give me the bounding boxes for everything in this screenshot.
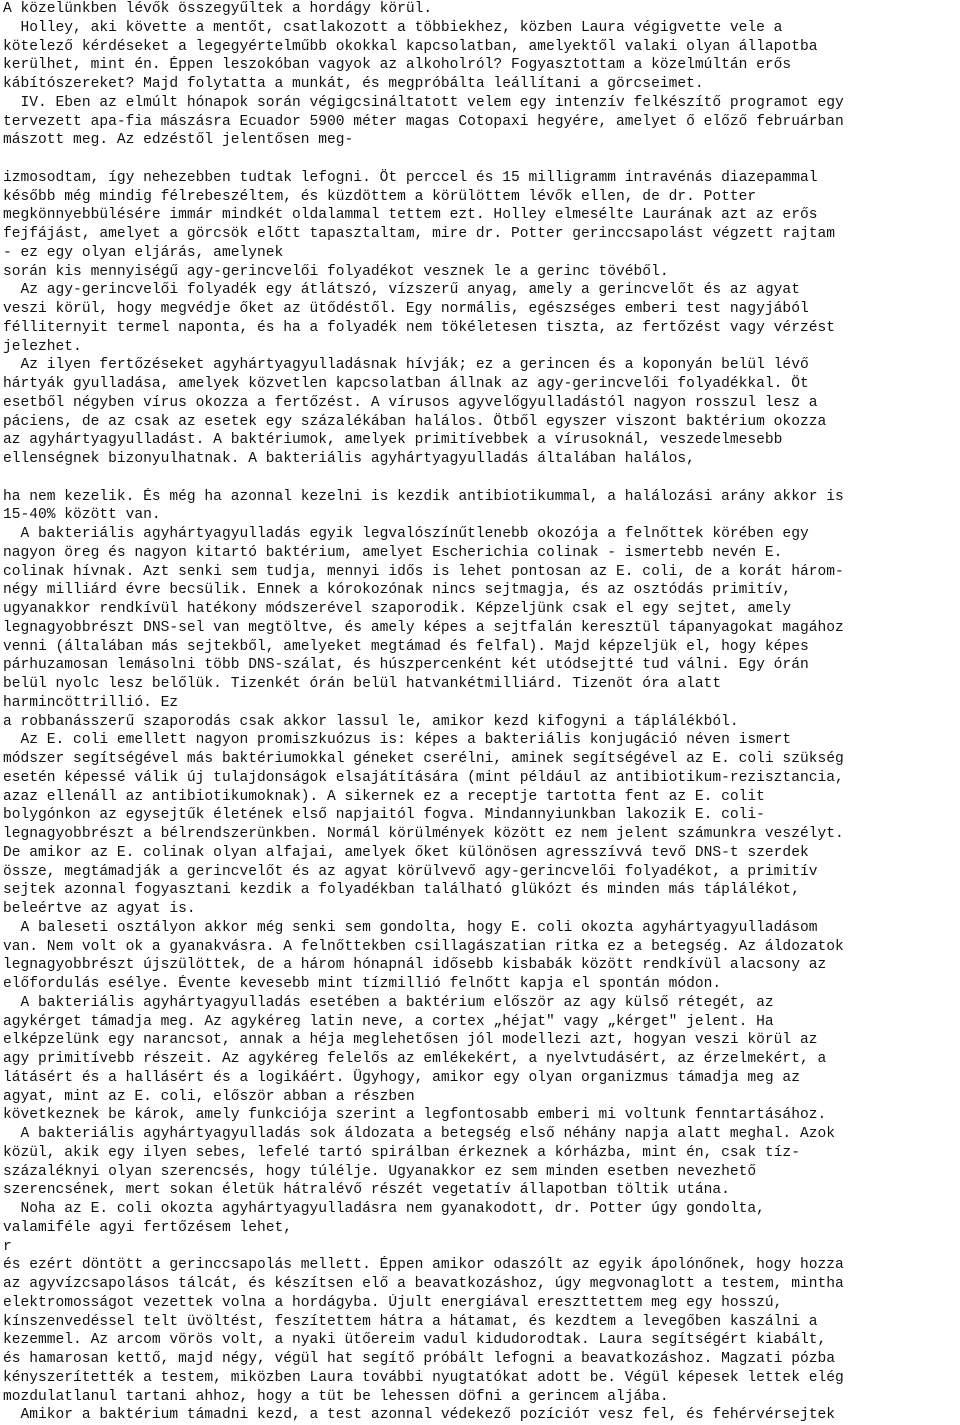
- text-line: kínszenvedéssel telt üvöltést, feszítettem hátra a hátamat, és kezdtem a levegőben kaszálni a: [3, 1313, 818, 1330]
- paragraph-gap: [3, 469, 958, 488]
- text-line: az agyhártyagyulladást. A baktériumok, amelyek primitívebbek a vírusoknál, veszedelmesebb: [3, 432, 783, 449]
- text-line: harmincöttrillió. Ez: [3, 694, 179, 711]
- text-line: belül nyolc lesz belőlük. Tizenkét órán belül hatvankétmilliárd. Tizenöt óra alatt: [3, 676, 722, 692]
- text-line: mászott meg. Az edzéstől jelentősen meg-: [3, 132, 354, 149]
- text-line: agy primitívebb részeit. Az agykéreg felelős az emlékekért, a nyelvtudásért, az érzelmekért, a: [3, 1051, 827, 1067]
- text-line: hártyák gyulladása, amelyek közvetlen kapcsolatban állnak az agy-gerincvelői folyadékkal. Öt: [3, 376, 809, 392]
- text-line: mozdulatlanul tartani ahhoz, hogy a tüt be lehessen döfni a gerincem aljába.: [3, 1388, 669, 1405]
- text-line: agykérget támadja meg. Az agykéreg latin neve, a cortex „héjat" vagy „kérget" jelent. Ha: [3, 1013, 774, 1030]
- text-line: elektromosságot vezettek volna a hordágyba. Újult energiával ereszttettem meg egy hosszú,: [3, 1294, 783, 1311]
- text-line: De amikor az E. colinak olyan alfajai, amelyek őket különösen agresszívvá tevő DNS-t szerdek: [3, 844, 809, 861]
- text-line: esetből négyben vírus okozza a fertőzést. A vírusos agyvelőgyulladástól nagyon rosszul lesz a: [3, 394, 818, 411]
- text-line: azaz ellenáll az antibiotikumoknak). A sikernek ez a receptje tartotta fent az E. colit: [3, 788, 765, 805]
- text-line: kezemmel. Az arcom vörös volt, a nyaki ütőereim vadul kidudorodtak. Laura segítségért kiabált,: [3, 1332, 827, 1349]
- text-line: megkönnyebbülésére immár mindkét oldalammal tettem ezt. Holley elmesélte Laurának azt az erős: [3, 207, 818, 224]
- text-line: tervezett apa-fia mászásra Ecuador 5900 méter magas Cotopaxi hegyére, amelyet ő előző februárban: [3, 113, 844, 130]
- text-line: Amikor a baktérium támadni kezd, a test azonnal védekező pozícióт vesz fel, és fehérvérsejtek: [3, 1407, 835, 1424]
- text-line: Az agy-gerincvelői folyadék egy átlátszó, vízszerű anyag, amely a gerincvelőt és az agyat: [3, 282, 800, 299]
- text-line: közül, akik egy ilyen sebes, lefelé tartó spirálban érkeznek a kórházba, mint én, csak tíz-: [3, 1144, 800, 1161]
- text-line: legnagyobbrészt DNS-sel van megtöltve, és amely képes a sejtfalán keresztül tápanyagokat magához: [3, 619, 844, 636]
- text-line: százaléknyi olyan szerencsés, hogy túlélje. Ugyanakkor ez sem minden esetben nevezhető: [3, 1163, 757, 1180]
- text-line: során kis mennyiségű agy-gerincvelői folyadékot vesznek le a gerinc tövéből.: [3, 263, 669, 280]
- text-line: össze, megtámadják a gerincvelőt és az agyat körülvevő agy-gerincvelői folyadékot, a primitív: [3, 863, 818, 880]
- text-line: látásért és a hallásért és a logikáért. Ügyhogy, amikor egy olyan organizmus támadja meg az: [3, 1069, 800, 1086]
- text-line: agyat, mint az E. coli, először abban a részben: [3, 1088, 415, 1105]
- text-line: izmosodtam, így nehezebben tudtak lefogni. Öt perccel és 15 milligramm intravénás diazepammal: [3, 169, 818, 186]
- text-line: IV. Eben az elmúlt hónapok során végigcsináltatott velem egy intenzív felkészítő programot egy: [3, 94, 844, 111]
- text-line: van. Nem volt ok a gyanakvásra. A felnőttekben csillagászatian ritka ez a betegség. Az áldozatok: [3, 938, 844, 955]
- text-line: colinak hívnak. Azt senki sem tudja, mennyi idős is lehet pontosan az E. coli, de a korát három-: [3, 563, 844, 580]
- text-line: később még mindig félrebeszéltem, és küzdöttem a körülöttem lévők ellen, de dr. Potter: [3, 188, 757, 205]
- text-line: az agyvízcsapolásos tálcát, és készítsen elő a beavatkozáshoz, úgy megvonaglott a testem, mintha: [3, 1276, 844, 1292]
- text-line: 15-40% között van.: [3, 507, 161, 524]
- text-line: párhuzamosan lemásolni több DNS-szálat, és húszpercenként két utódsejtté tud válni. Egy órán: [3, 657, 809, 674]
- text-line: A bakteriális agyhártyagyulladás sok áldozata a betegség első néhány napja alatt meghal. Azok: [3, 1126, 835, 1142]
- text-line: A bakteriális agyhártyagyulladás esetében a baktérium először az agy külső rétegét, az: [3, 994, 774, 1011]
- text-line: Noha az E. coli okozta agyhártyagyulladásra nem gyanakodott, dr. Potter úgy gondolta,: [3, 1201, 765, 1217]
- text-line: kényszerítették a testem, miközben Laura további nyugtatókat adott be. Végül képesek lettek elég: [3, 1369, 844, 1386]
- text-line: Holley, aki követte a mentőt, csatlakozott a többiekhez, közben Laura végigvette vele a: [3, 19, 783, 36]
- text-line: bolygónkon az egysejtűk életének első napjaitól fogva. Mindannyiunkban lakozik E. coli-: [3, 807, 765, 824]
- text-line: venni (általában más sejtekből, amelyeket megtámad és felfal). Majd képzeljük el, hogy képes: [3, 638, 809, 655]
- text-line: valamiféle agyi fertőzésem lehet,: [3, 1219, 293, 1236]
- text-line: legnagyobbrészt újszülöttek, de a három hónapnál idősebb kisbabák között rendkívül alacsony az: [3, 957, 827, 974]
- text-line: sejtek azonnal fogyasztani kezdik a folyadékban található glükózt és minden más táplálékot,: [3, 882, 800, 899]
- text-line: a robbanásszerű szaporodás csak akkor lassul le, amikor kezd kifogyni a táplálékból.: [3, 713, 739, 730]
- text-line: kötelező kérdéseket a legegyértelműbb okokkal kapcsolatban, amelyektől valaki olyan állapotba: [3, 38, 818, 55]
- text-line: esetén képessé válik új tulajdonságok elsajátítására (mint például az antibiotikum-rezisztancia,: [3, 769, 844, 786]
- paragraph-gap: [3, 150, 958, 169]
- document-page: [3, 0, 958, 1425]
- text-line: ugyanakkor rendkívül hatékony módszerével szaporodik. Képzeljünk csak el egy sejtet, amely: [3, 601, 792, 617]
- text-line: következnek be károk, amely funkciója szerint a legfontosabb emberi mi voltunk fenntartásához.: [3, 1107, 827, 1124]
- text-line: nagyon öreg és nagyon kitartó baktérium, amelyet Escherichia colinak - ismertebb nevén E.: [3, 544, 783, 561]
- text-line: páciens, de az csak az esetek egy százalékában halálos. Ötből egyszer viszont baktérium okozza: [3, 413, 827, 430]
- text-line: beleértve az agyat is.: [3, 901, 196, 917]
- text-line: négy milliárd évre becsülik. Ennek a kórokozónak nincs sejtmagja, és az osztódás primitív,: [3, 582, 792, 599]
- text-line: - ez egy olyan eljárás, amelynek: [3, 244, 284, 261]
- text-line: elképzelünk egy narancsot, annak a héja meglehetősen jól modellezi azt, hogyan veszi körül az: [3, 1032, 818, 1049]
- text-line: és hamarosan kettő, majd négy, végül hat segítő próbált lefogni a beavatkozáshoz. Magzati pózba: [3, 1351, 835, 1367]
- text-line: módszer segítségével más baktériumokkal géneket cserélni, aminek segítségével az E. coli szükség: [3, 751, 844, 767]
- text-line: és ezért döntött a gerinccsapolás mellett. Éppen amikor odaszólt az egyik ápolónőnek, hogy hozza: [3, 1257, 844, 1274]
- text-line: Az ilyen fertőzéseket agyhártyagyulladásnak hívják; ez a gerincen és a koponyán belül lévő: [3, 357, 809, 374]
- text-line: kerülhet, mint én. Éppen leszokóban vagyok az alkoholról? Fogyasztottam a közelmúltán erős: [3, 57, 792, 74]
- text-line: előfordulás esélye. Évente kevesebb mint tízmillió felnőtt kapja el spontán módon.: [3, 976, 722, 992]
- text-line: ha nem kezelik. És még ha azonnal kezelni is kezdik antibiotikummal, a halálozási arány akkor is: [3, 488, 844, 505]
- text-line: félliternyit termel naponta, és ha a folyadék nem tökéletesen tiszta, az fertőzést vagy vérzést: [3, 319, 835, 336]
- text-line: r: [3, 1238, 12, 1255]
- text-line: A bakteriális agyhártyagyulladás egyik legvalószínűtlenebb okozója a felnőttek körében egy: [3, 526, 809, 542]
- text-line: Az E. coli emellett nagyon promiszkuózus is: képes a bakteriális konjugáció néven ismert: [3, 732, 792, 749]
- text-line: kábítószereket? Majd folytatta a munkát, és megpróbálta leállítani a görcseimet.: [3, 76, 704, 92]
- text-line: ellenségnek bizonyulhatnak. A bakteriális agyhártyagyulladás általában halálos,: [3, 451, 695, 467]
- text-line: A baleseti osztályon akkor még senki sem gondolta, hogy E. coli okozta agyhártyagyulladásom: [3, 919, 818, 936]
- text-line: veszi körül, hogy megvédje őket az ütődéstől. Egy normális, egészséges emberi test nagyjából: [3, 301, 809, 317]
- text-line: legnagyobbrészt a bélrendszerünkben. Normál körülmények között ez nem jelent számunkra veszélyt.: [3, 826, 844, 842]
- text-line: fejfájást, amelyet a görcsök előtt tapasztaltam, mire dr. Potter gerinccsapolást végzett rajtam: [3, 226, 835, 242]
- text-line: jelezhet.: [3, 338, 82, 355]
- text-line: szerencsének, mert sokan életük hátralévő részét vegetatív állapotban töltik utána.: [3, 1182, 730, 1199]
- text-line: A közelünkben lévők összegyűltek a hordágy körül.: [3, 1, 433, 17]
